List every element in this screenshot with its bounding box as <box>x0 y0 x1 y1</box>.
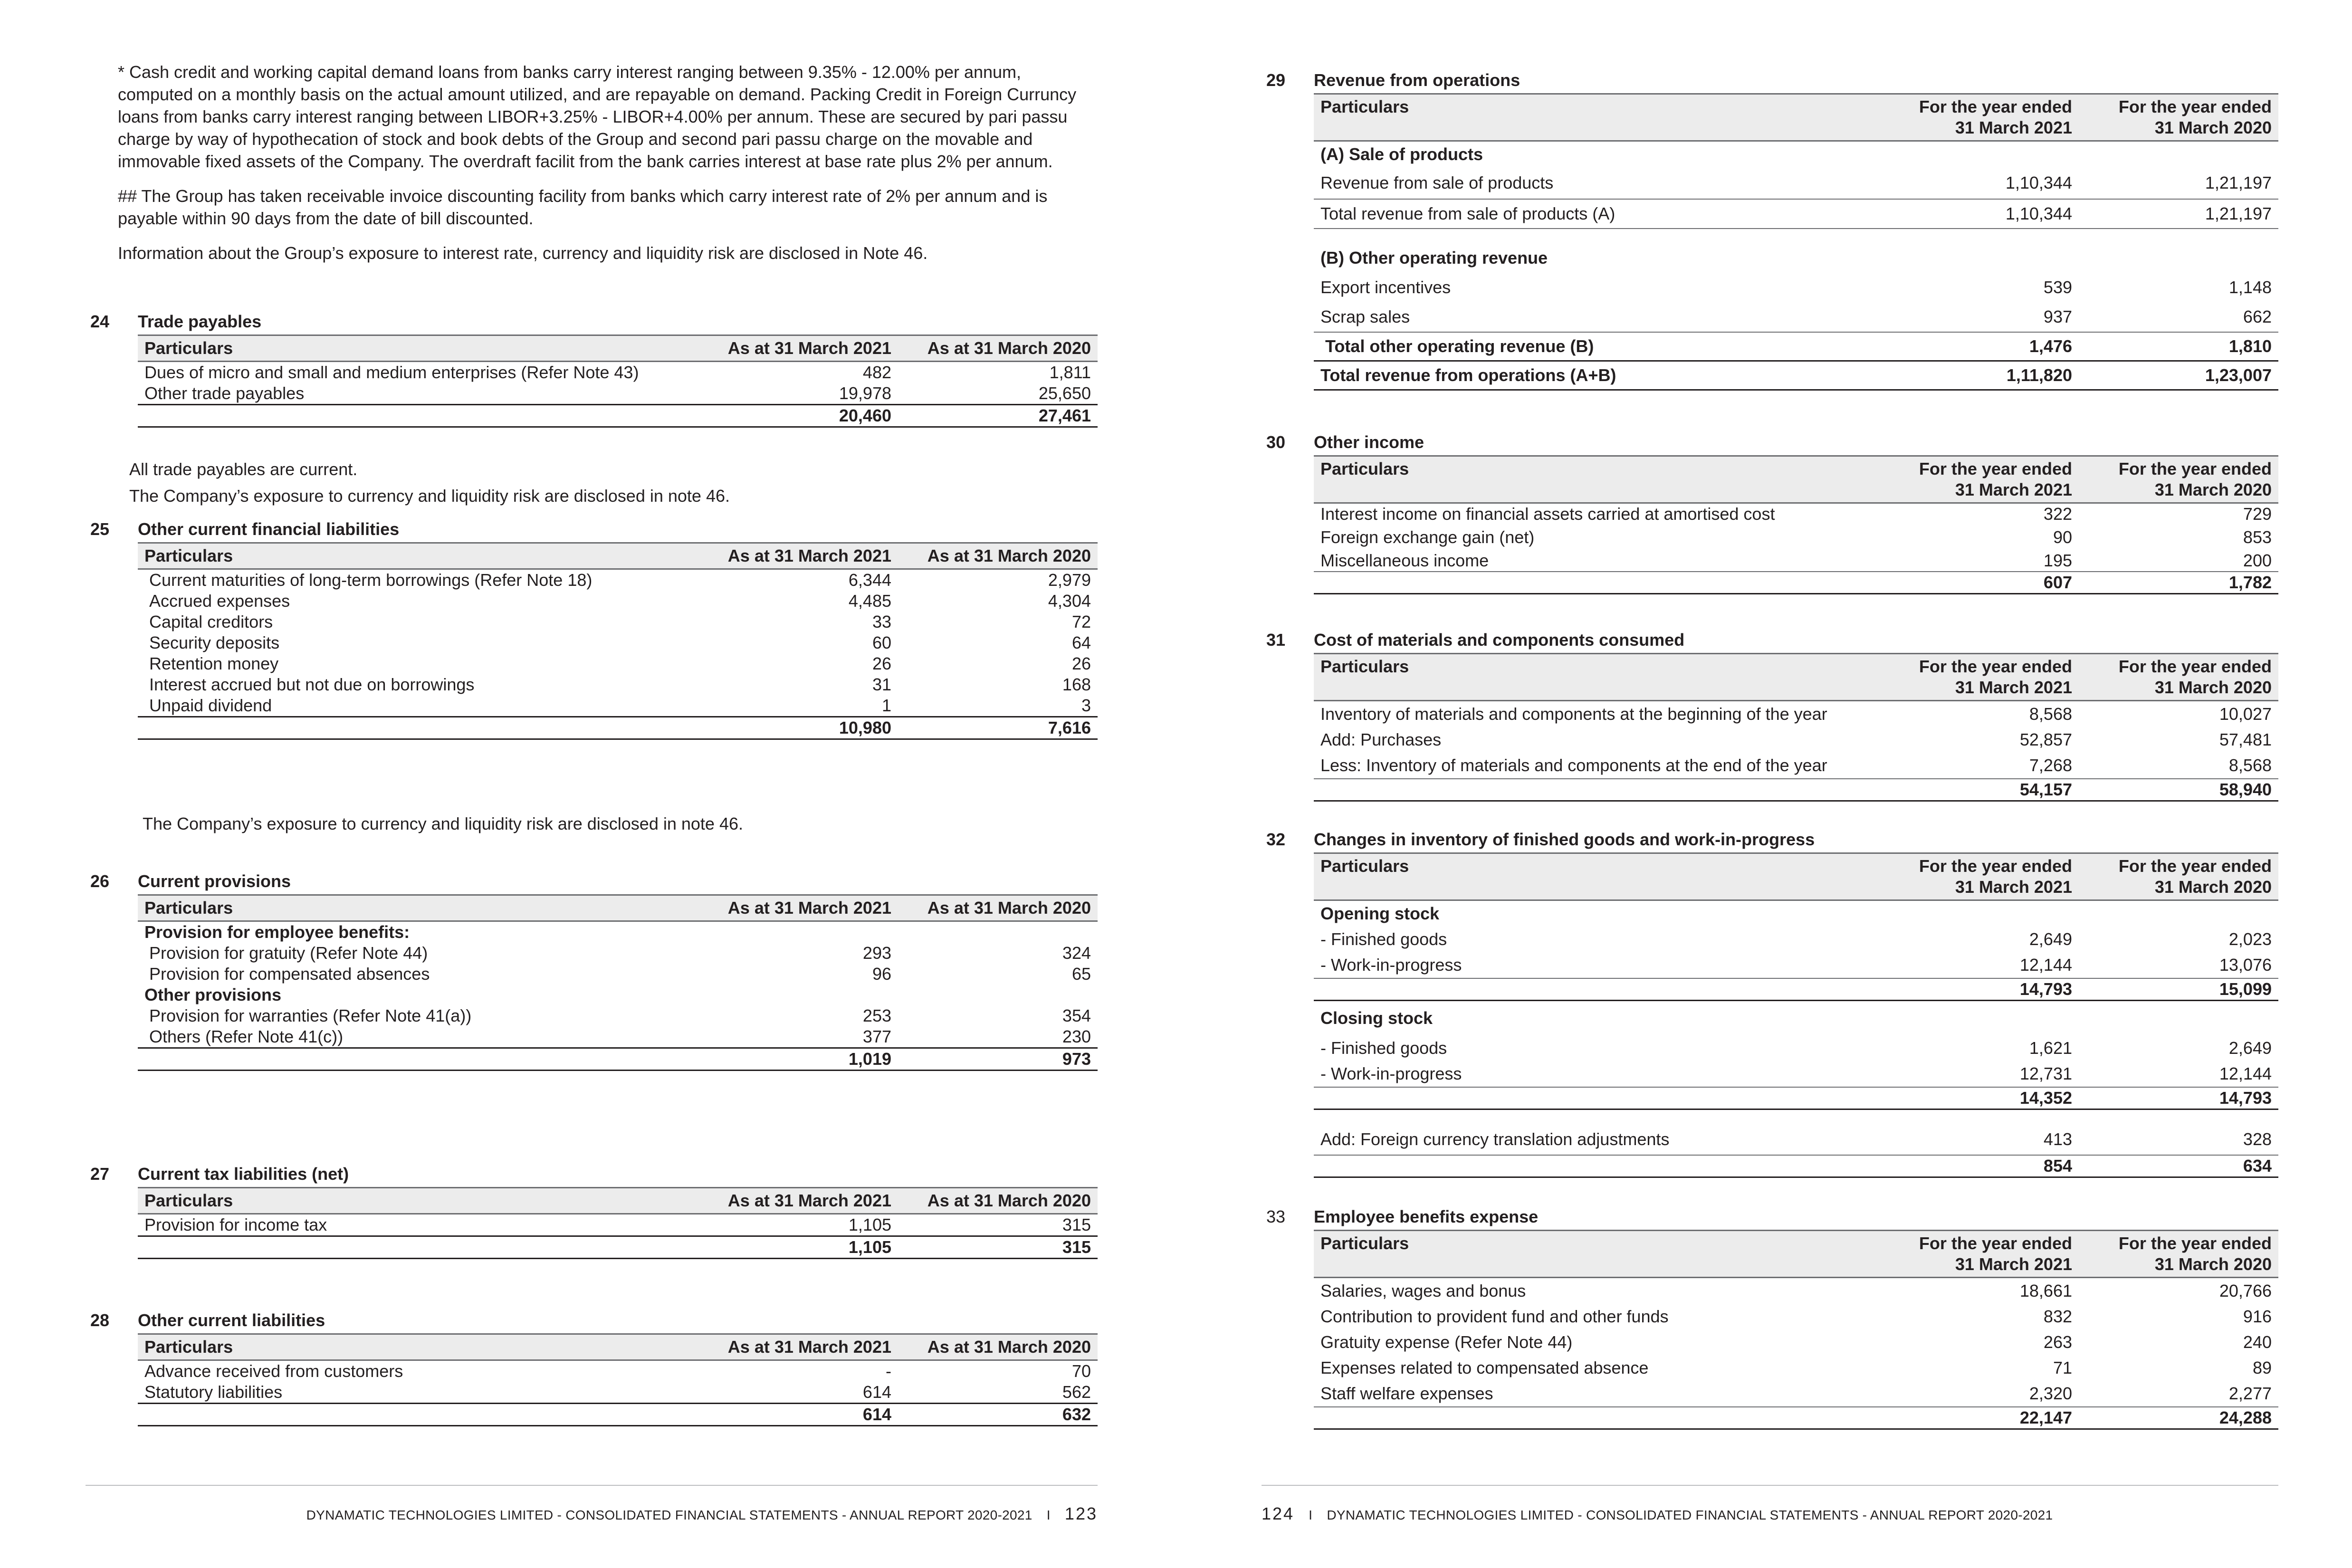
table-row: Provision for warranties (Refer Note 41(a)) 253 354 <box>149 1006 1091 1025</box>
right-footer <box>1262 1504 2053 1532</box>
section-number: 32 <box>1266 830 1286 849</box>
table-row: Provision for compensated absences 96 65 <box>149 964 1091 984</box>
interest-risk-note: Information about the Group’s exposure to interest rate, currency and liquidity risk are disclosed in Note 46. <box>118 243 928 263</box>
total-row: 854 634 <box>1314 1155 2278 1177</box>
section-26-current-provisions <box>90 868 1098 1071</box>
table-row: Interest accrued but not due on borrowings 31 168 <box>149 675 1091 694</box>
section-title: Current provisions <box>138 871 291 891</box>
subtotal-row: 14,352 14,793 <box>1314 1087 2278 1109</box>
table-row: Retention money 26 26 <box>149 654 1091 673</box>
table-row: Revenue from sale of products 1,10,344 1,21,197 <box>1314 167 2278 199</box>
section-title: Trade payables <box>138 312 262 331</box>
col-particulars: Particulars <box>138 895 698 921</box>
section-31-cost-of-materials <box>1266 626 2278 802</box>
col-particulars: Particulars <box>1314 654 1879 701</box>
total-row: 1,019 973 <box>138 1048 1098 1071</box>
section-number: 33 <box>1266 1207 1286 1226</box>
table-row: Gratuity expense (Refer Note 44) 263 240 <box>1320 1332 2272 1352</box>
col-2020: As at 31 March 2020 <box>898 895 1098 921</box>
changes-in-inventory-table <box>1314 852 2278 1178</box>
section-title: Cost of materials and components consumed <box>1314 630 1685 650</box>
col-particulars: Particulars <box>138 1188 698 1214</box>
trade-payables-current-note: All trade payables are current. <box>129 459 358 479</box>
footer-separator: I <box>1046 1508 1051 1522</box>
total-row: 1,105 315 <box>138 1236 1098 1259</box>
other-financial-liabilities-table <box>138 542 1098 740</box>
total-row: 10,980 7,616 <box>138 717 1098 739</box>
footer-text: DYNAMATIC TECHNOLOGIES LIMITED - CONSOLIDATED FINANCIAL STATEMENTS - ANNUAL REPORT 2020-2021 <box>1327 1508 2053 1522</box>
col-particulars: Particulars <box>138 1334 698 1360</box>
group-heading: Opening stock <box>1320 904 1440 923</box>
footer-text: DYNAMATIC TECHNOLOGIES LIMITED - CONSOLIDATED FINANCIAL STATEMENTS - ANNUAL REPORT 2020-2021 <box>306 1508 1033 1522</box>
footer-divider <box>1262 1485 2278 1486</box>
financial-liabilities-risk-note: The Company’s exposure to currency and liquidity risk are disclosed in note 46. <box>143 814 743 833</box>
page-number: 123 <box>1064 1504 1098 1523</box>
total-row: 54,157 58,940 <box>1314 779 2278 801</box>
section-27-current-tax-liabilities <box>90 1160 1098 1259</box>
group-heading: Other provisions <box>144 985 282 1004</box>
page-number: 124 <box>1262 1504 1295 1523</box>
footer-separator: I <box>1309 1508 1313 1522</box>
group-heading: (B) Other operating revenue <box>1320 248 1548 268</box>
section-32-changes-in-inventory <box>1266 826 2278 1178</box>
col-2021: For the year ended 31 March 2021 <box>1879 853 2079 900</box>
col-particulars: Particulars <box>1314 1231 1879 1278</box>
section-30-other-income <box>1266 429 2278 594</box>
invoice-discounting-note: ## The Group has taken receivable invoice discounting facility from banks which carry interest rate of 2% per annum and is payable within 90 days from the date of bill discounted. <box>118 186 1048 228</box>
col-2021: As at 31 March 2021 <box>698 543 898 569</box>
total-row: Total revenue from operations (A+B) 1,11,820 1,23,007 <box>1314 361 2278 390</box>
table-row: - Work-in-progress 12,731 12,144 <box>1314 1061 2278 1087</box>
table-row: Export incentives 539 1,148 <box>1320 277 2272 297</box>
table-row: Security deposits 60 64 <box>149 633 1091 652</box>
col-2021: As at 31 March 2021 <box>698 1334 898 1360</box>
section-24-trade-payables <box>90 308 1098 428</box>
table-row: Accrued expenses 4,485 4,304 <box>149 591 1091 611</box>
table-row: - Work-in-progress 12,144 13,076 <box>1314 952 2278 978</box>
table-row: Capital creditors 33 72 <box>149 612 1091 631</box>
col-2021: As at 31 March 2021 <box>698 895 898 921</box>
col-2021: As at 31 March 2021 <box>698 335 898 362</box>
section-number: 30 <box>1266 432 1286 452</box>
table-row: Add: Foreign currency translation adjustments 413 328 <box>1314 1124 2278 1155</box>
table-row: Add: Purchases 52,857 57,481 <box>1320 730 2272 749</box>
table-row: Dues of micro and small and medium enterprises (Refer Note 43) 482 1,811 <box>144 363 1091 382</box>
col-2020: For the year ended 31 March 2020 <box>2079 654 2278 701</box>
subtotal-row: 14,793 15,099 <box>1314 978 2278 1001</box>
col-particulars: Particulars <box>1314 94 1879 141</box>
col-2021: As at 31 March 2021 <box>698 1188 898 1214</box>
col-2020: For the year ended 31 March 2020 <box>2079 94 2278 141</box>
footer-divider <box>86 1485 1098 1486</box>
table-row: Scrap sales 937 662 <box>1314 302 2278 332</box>
cost-of-materials-table <box>1314 653 2278 802</box>
trade-payables-risk-note: The Company’s exposure to currency and liquidity risk are disclosed in note 46. <box>129 486 730 506</box>
table-row: Expenses related to compensated absence 71 89 <box>1320 1358 2272 1377</box>
subtotal-row: Total revenue from sale of products (A) 1,10,344 1,21,197 <box>1314 199 2278 229</box>
table-row: - Finished goods 2,649 2,023 <box>1320 929 2272 949</box>
table-row: Salaries, wages and bonus 18,661 20,766 <box>1320 1281 2272 1300</box>
trade-payables-table <box>138 335 1098 428</box>
table-row: Miscellaneous income 195 200 <box>1314 550 2278 572</box>
current-tax-table <box>138 1187 1098 1259</box>
section-28-other-current-liabilities <box>90 1307 1098 1426</box>
right-page <box>1176 0 2352 1568</box>
section-25-other-financial-liabilities <box>90 516 1098 740</box>
section-title: Changes in inventory of finished goods and work-in-progress <box>1314 830 1815 849</box>
table-row: Statutory liabilities 614 562 <box>138 1382 1098 1404</box>
section-33-employee-benefits <box>1266 1203 2278 1430</box>
col-2020: For the year ended 31 March 2020 <box>2079 456 2278 503</box>
group-heading: Provision for employee benefits: <box>144 922 410 942</box>
other-current-liabilities-table <box>138 1333 1098 1426</box>
col-2020: As at 31 March 2020 <box>898 1334 1098 1360</box>
table-row: Unpaid dividend 1 3 <box>138 695 1098 717</box>
col-particulars: Particulars <box>1314 456 1879 503</box>
section-29-revenue-from-operations <box>1266 67 2278 391</box>
group-heading: Closing stock <box>1320 1008 1433 1028</box>
left-footer <box>306 1504 1098 1532</box>
section-title: Revenue from operations <box>1314 70 1520 90</box>
col-2021: For the year ended 31 March 2021 <box>1879 654 2079 701</box>
table-row: Provision for income tax 1,105 315 <box>138 1214 1098 1236</box>
table-row: Contribution to provident fund and other funds 832 916 <box>1320 1307 2272 1326</box>
section-title: Employee benefits expense <box>1314 1207 1539 1226</box>
col-2020: For the year ended 31 March 2020 <box>2079 1231 2278 1278</box>
section-number: 26 <box>90 871 110 891</box>
subtotal-row: Total other operating revenue (B) 1,476 1,810 <box>1314 332 2278 361</box>
col-2021: For the year ended 31 March 2021 <box>1879 456 2079 503</box>
col-2020: As at 31 March 2020 <box>898 335 1098 362</box>
revenue-table <box>1314 93 2278 391</box>
section-number: 24 <box>90 312 110 331</box>
group-heading: (A) Sale of products <box>1320 144 1483 164</box>
total-row: 614 632 <box>138 1404 1098 1426</box>
table-row: Provision for gratuity (Refer Note 44) 293 324 <box>149 943 1091 963</box>
section-title: Other current financial liabilities <box>138 519 400 539</box>
table-row: - Finished goods 1,621 2,649 <box>1320 1038 2272 1058</box>
col-2021: For the year ended 31 March 2021 <box>1879 1231 2079 1278</box>
section-number: 27 <box>90 1164 110 1184</box>
total-row: 20,460 27,461 <box>138 405 1098 427</box>
table-row: Current maturities of long-term borrowings (Refer Note 18) 6,344 2,979 <box>149 570 1091 590</box>
cash-credit-note: * Cash credit and working capital demand loans from banks carry interest ranging between 9.35% - 12.00% per annum, computed on a monthly basis on the actual amount utilized, and are repayable on demand. Packing Credit in Foreign Curruncy loans from banks carry interest ranging between LIBOR+3.25% - LIBOR+4.00% per annum. These are secured by pari passu charge by way of hypothecation of stock and book debts of the Group and second pari passu charge on the movable and immovable fixed assets of the Company. The overdraft facilit from the bank carries interest at base rate plus 2% per annum. <box>118 62 1077 171</box>
table-row: Interest income on financial assets carried at amortised cost 322 729 <box>1320 504 2272 524</box>
col-2020: For the year ended 31 March 2020 <box>2079 853 2278 900</box>
employee-benefits-table <box>1314 1230 2278 1430</box>
section-title: Current tax liabilities (net) <box>138 1164 349 1184</box>
total-row: 607 1,782 <box>1314 572 2278 594</box>
col-2020: As at 31 March 2020 <box>898 543 1098 569</box>
table-row: Less: Inventory of materials and components at the end of the year 7,268 8,568 <box>1314 753 2278 779</box>
table-row: Foreign exchange gain (net) 90 853 <box>1320 527 2272 547</box>
table-row: Staff welfare expenses 2,320 2,277 <box>1314 1381 2278 1407</box>
section-number: 28 <box>90 1310 110 1330</box>
col-particulars: Particulars <box>1314 853 1879 900</box>
col-2020: As at 31 March 2020 <box>898 1188 1098 1214</box>
intro-notes <box>118 61 1092 277</box>
current-provisions-table <box>138 894 1098 1071</box>
col-particulars: Particulars <box>138 335 698 362</box>
section-title: Other current liabilities <box>138 1310 325 1330</box>
total-row: 22,147 24,288 <box>1314 1407 2278 1429</box>
table-row: Inventory of materials and components at the beginning of the year 8,568 10,027 <box>1320 704 2272 724</box>
table-row: Other trade payables 19,978 25,650 <box>138 383 1098 405</box>
section-number: 31 <box>1266 630 1286 650</box>
other-income-table <box>1314 455 2278 594</box>
section-title: Other income <box>1314 432 1425 452</box>
col-2021: For the year ended 31 March 2021 <box>1879 94 2079 141</box>
table-row: Advance received from customers - 70 <box>144 1361 1091 1381</box>
section-number: 25 <box>90 519 110 539</box>
section-number: 29 <box>1266 70 1286 90</box>
table-row: Others (Refer Note 41(c)) 377 230 <box>138 1026 1098 1048</box>
col-particulars: Particulars <box>138 543 698 569</box>
